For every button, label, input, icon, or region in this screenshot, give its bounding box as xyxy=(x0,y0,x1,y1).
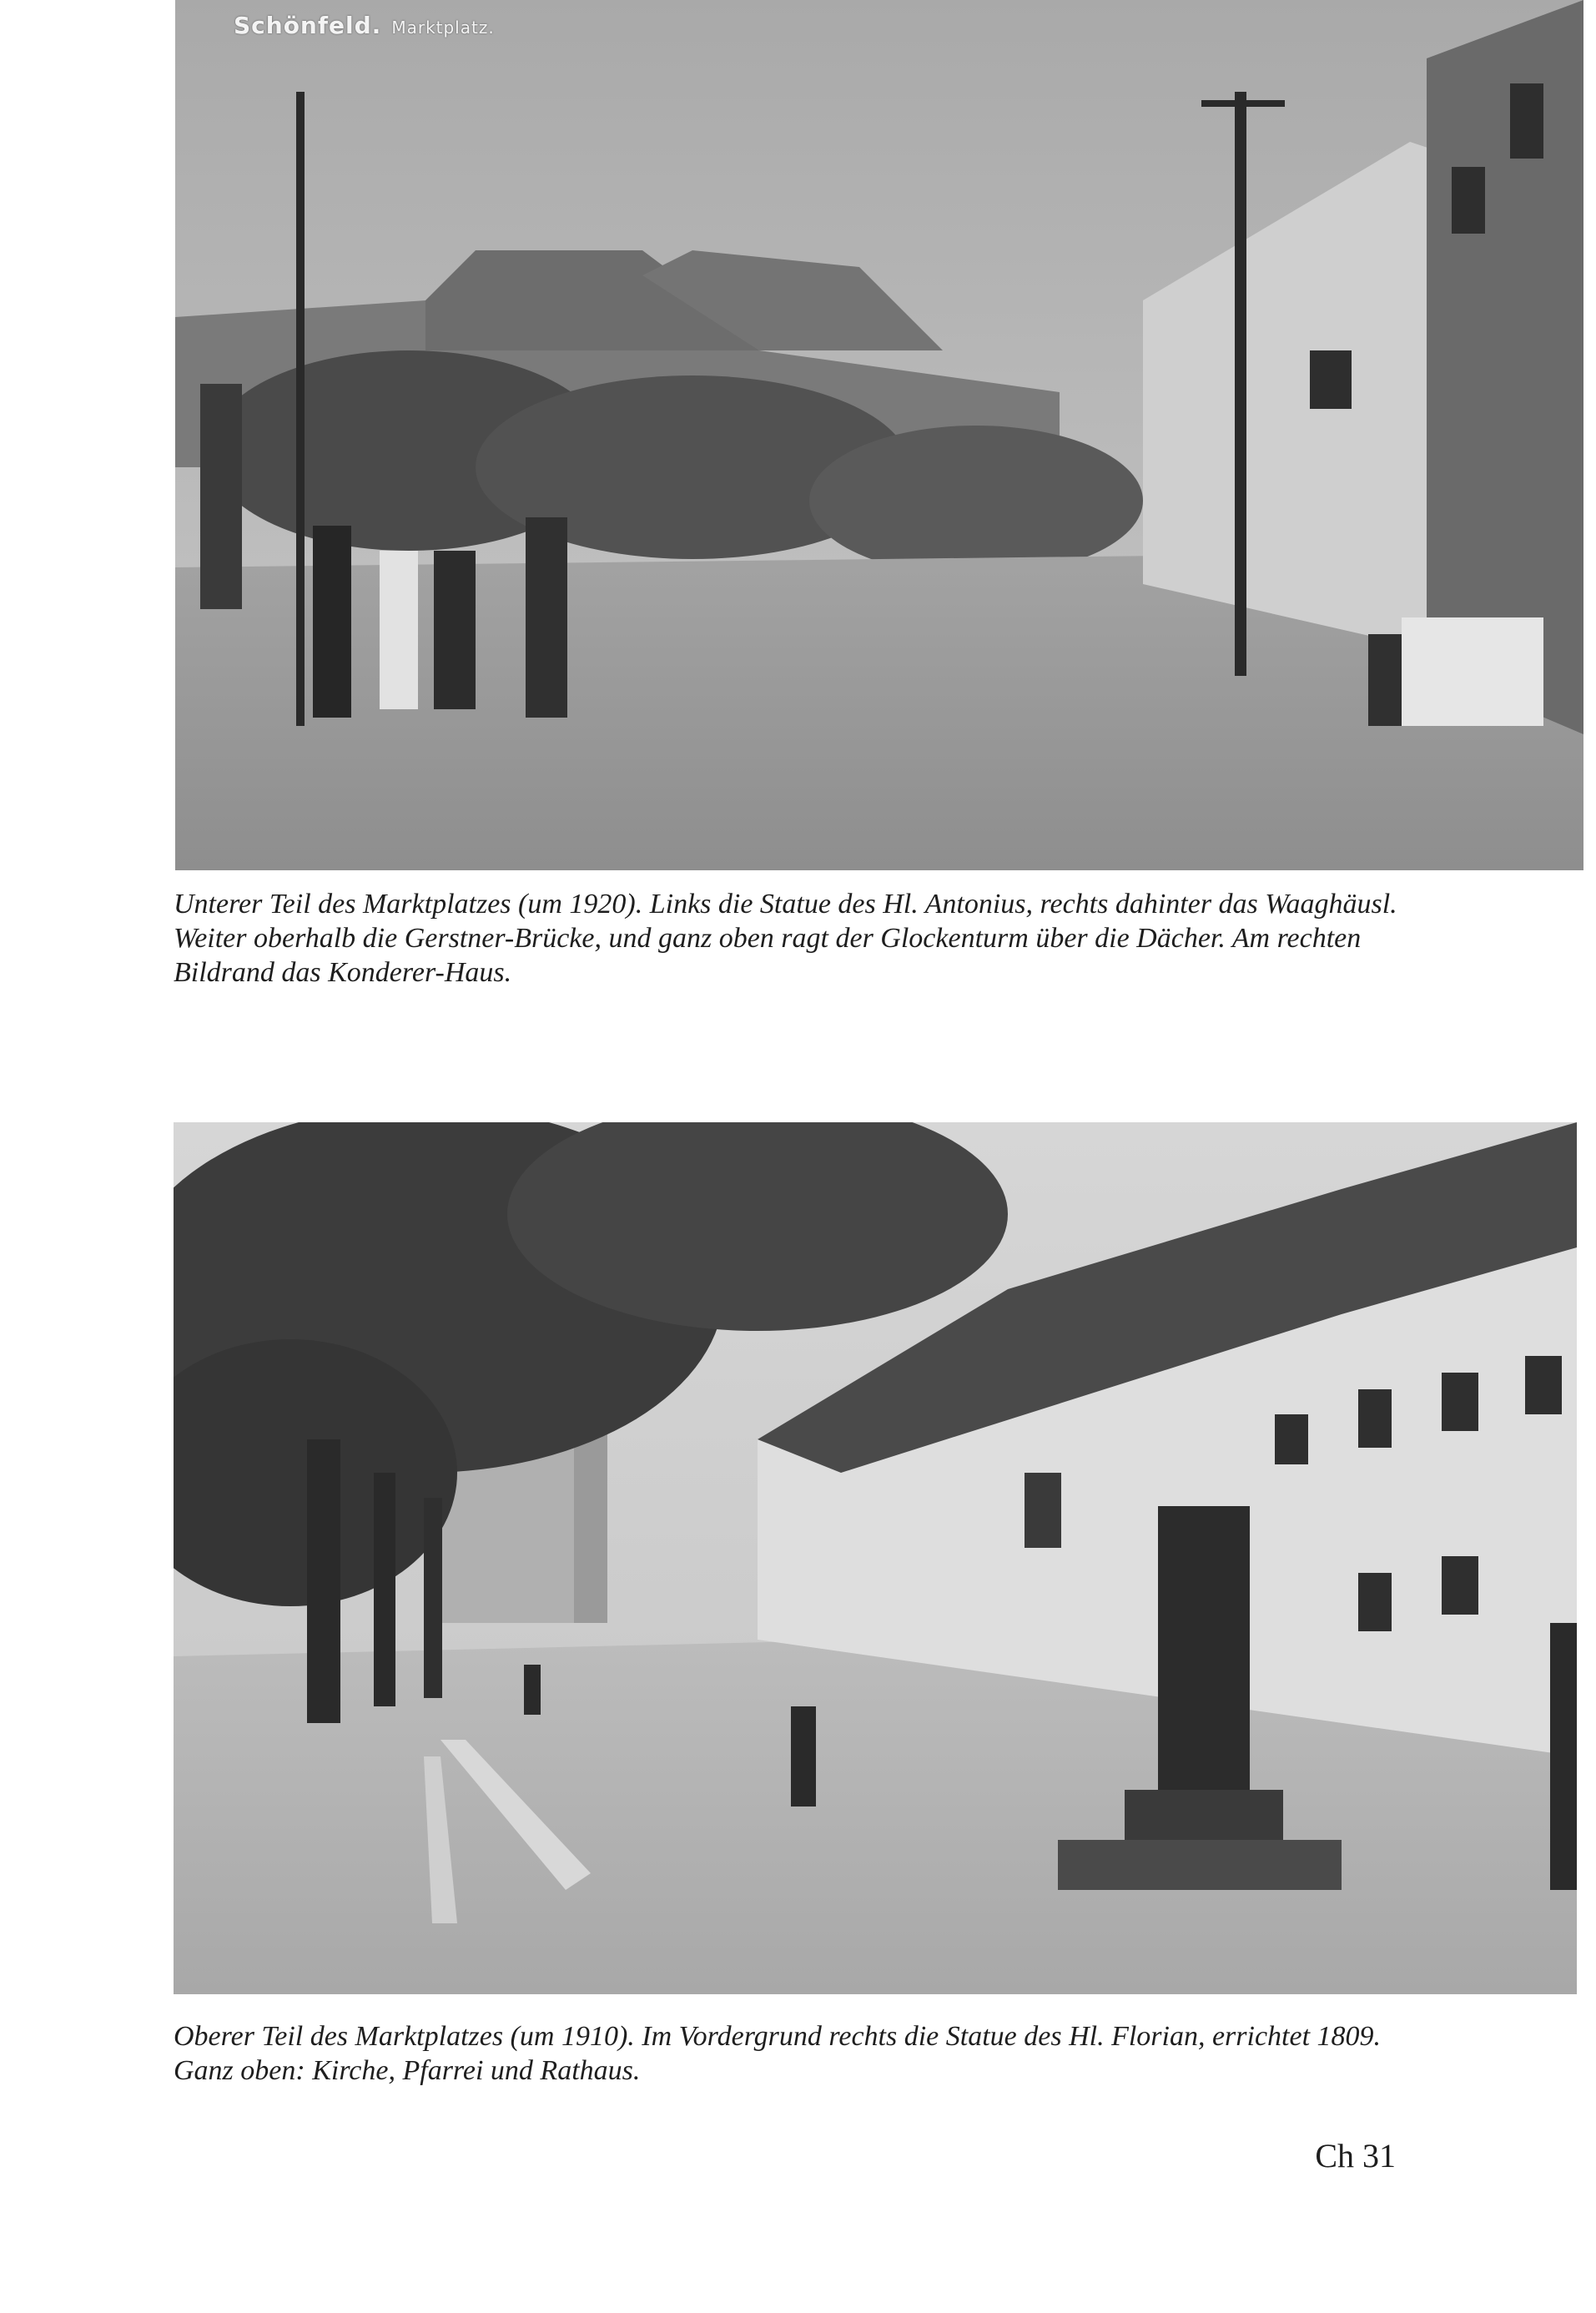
photo-market-square-upper xyxy=(174,1122,1577,1994)
postcard-imprint xyxy=(234,12,495,39)
photo-market-square-lower xyxy=(175,0,1583,870)
caption-market-square-upper: Oberer Teil des Marktplatzes (um 1910). Im Vordergrund rechts die Statue des Hl. Florian, errichtet 1809. Ganz oben: Kirche, Pfarrei und Rathaus. xyxy=(174,2021,1382,2086)
caption-market-square-lower: Unterer Teil des Marktplatzes (um 1920). Links die Statue des Hl. Antonius, rechts dahinter das Waaghäusl. Weiter oberhalb die Gerstner-Brücke, und ganz oben ragt der Glockenturm über die Dächer. Am rechten Bildrand das Konderer-Haus. xyxy=(174,889,1397,988)
postcard-place-name: Marktplatz. xyxy=(391,18,495,38)
photo-market-square-upper-image xyxy=(174,1122,1577,1994)
postcard-town-name: Schönfeld. xyxy=(234,12,382,39)
photo-market-square-lower-image xyxy=(175,0,1583,870)
page-number: Ch 31 xyxy=(1315,2137,1396,2174)
